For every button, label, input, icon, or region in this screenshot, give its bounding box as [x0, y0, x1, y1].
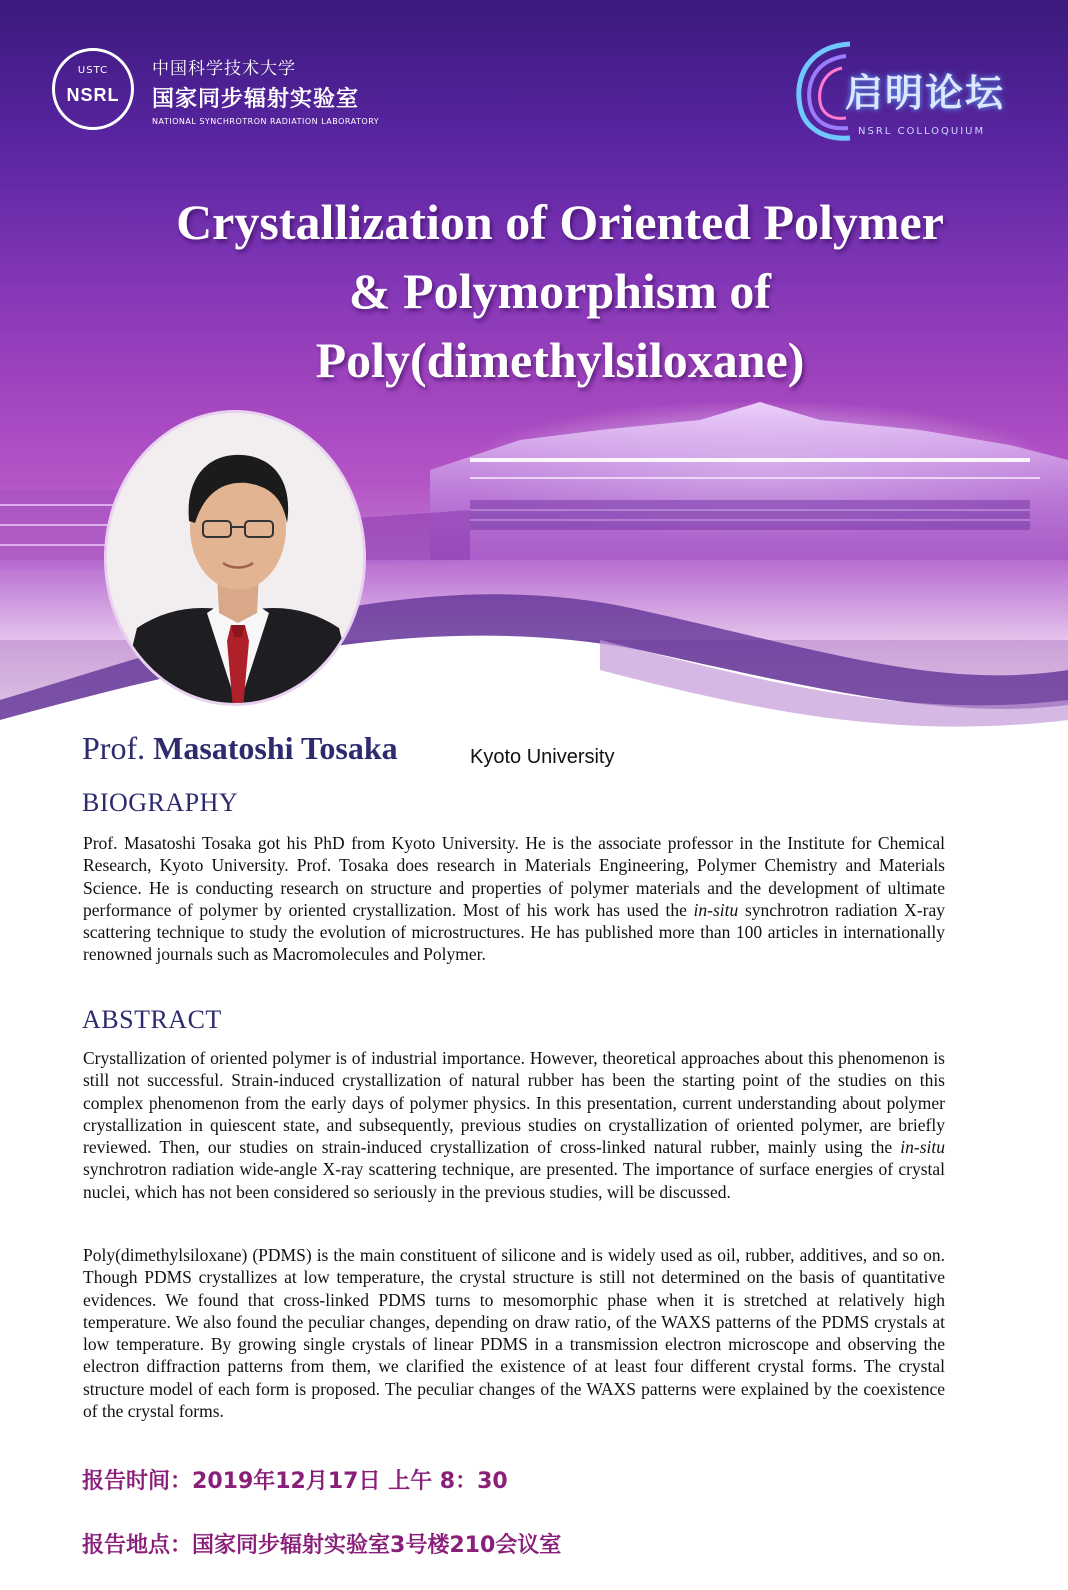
- abstract-paragraph-1: [83, 1047, 945, 1203]
- abstract-paragraph-2: Poly(dimethylsiloxane) (PDMS) is the main constituent of silicone and is widely used as oil, rubber, additives, and so on. Though PDMS crystallizes at low temperature, the crystal structure is still not determined on the basis of quantitative evidences. We found that cross-linked PDMS turns to mesomorphic phase when it is stretched at relatively high temperature. We also found the peculiar changes, depending on draw ratio, of the WAXS patterns of the PDMS crystals at low temperature. By growing single crystals of linear PDMS in a transmission electron microscope and observing the electron diffraction patterns from them, we clarified the existence of at least four different crystal forms. The crystal structure model of each form is proposed. The peculiar changes of the WAXS patterns were explained by the coexistence of the crystal forms.: [83, 1245, 945, 1422]
- colloquium-name-en: NSRL COLLOQUIUM: [858, 126, 986, 137]
- event-time-label: 报告时间：: [82, 1469, 193, 1494]
- event-time-value: 2019年12月17日 上午 8：30: [192, 1469, 508, 1494]
- event-place: [82, 1528, 561, 1559]
- biography-text: [83, 832, 945, 966]
- emblem-small-text: USTC: [77, 65, 109, 76]
- colloquium-name-cn: 启明论坛: [845, 71, 1006, 115]
- lab-name-en: NATIONAL SYNCHROTRON RADIATION LABORATORY: [152, 117, 380, 126]
- speaker-affiliation: Kyoto University: [470, 746, 615, 768]
- lab-name-cn: 国家同步辐射实验室: [152, 87, 360, 112]
- biography-text-italic: in-situ: [693, 899, 739, 920]
- nsrl-emblem: [52, 48, 134, 130]
- abstract-heading: ABSTRACT: [82, 1005, 222, 1034]
- university-name: 中国科学技术大学: [152, 59, 296, 79]
- abstract-p1-part-2: synchrotron radiation wide-angle X-ray scattering technique, are presented. The importance of surface energies of crystal nuclei, which has not been considered so seriously in the previous studies, will be discussed.: [83, 1159, 945, 1202]
- speaker-photo: [104, 410, 366, 706]
- event-place-value: 国家同步辐射实验室3号楼210会议室: [192, 1533, 562, 1558]
- event-place-label: 报告地点：: [82, 1533, 193, 1558]
- nsrl-logo: [52, 48, 392, 138]
- biography-text-part-1: Prof. Masatoshi Tosaka got his PhD from Kyoto University. He is the associate professor in the Institute for Chemical Research, Kyoto University. Prof. Tosaka does research in Materials Engineering, Polymer Chemistry and Materials Science. He is conducting research on structure and properties of polymer materials and the development of ultimate performance of polymer by oriented crystallization. Most of his work has used the: [83, 833, 945, 920]
- event-time: [82, 1464, 508, 1495]
- title-line-1: Crystallization of Oriented Polymer: [176, 194, 944, 250]
- title-line-2: & Polymorphism of: [348, 263, 772, 319]
- abstract-p1-part-1: Crystallization of oriented polymer is of industrial importance. However, theoretical approaches about this phenomenon is still not successful. Strain-induced crystallization of natural rubber has been the starting point of the studies on this complex phenomenon from the early days of polymer physics. In this presentation, current understanding about polymer crystallization in quiescent state, and subsequently, previous studies on crystallization of oriented polymer, are briefly reviewed. Then, our studies on strain-induced crystallization of cross-linked natural rubber, mainly using the: [83, 1048, 945, 1158]
- title-line-3: Poly(dimethylsiloxane): [315, 332, 805, 388]
- talk-title: [100, 188, 1020, 395]
- speaker-name: [82, 730, 398, 767]
- biography-text-part-2: synchrotron radiation X-ray scattering technique to study the evolution of microstructures. He has published more than 100 articles in internationally renowned journals such as Macromolecules and Polymer.: [83, 899, 945, 965]
- colloquium-logo: [790, 36, 1020, 146]
- biography-heading: BIOGRAPHY: [82, 788, 239, 817]
- abstract-p1-italic: in-situ: [900, 1137, 945, 1158]
- speaker-prefix: Prof.: [82, 730, 146, 766]
- nsrl-wordmark: [152, 54, 379, 126]
- emblem-big-text: NSRL: [66, 85, 120, 105]
- speaker-full-name: Masatoshi Tosaka: [153, 730, 398, 766]
- speaker-portrait-illustration: [107, 413, 366, 706]
